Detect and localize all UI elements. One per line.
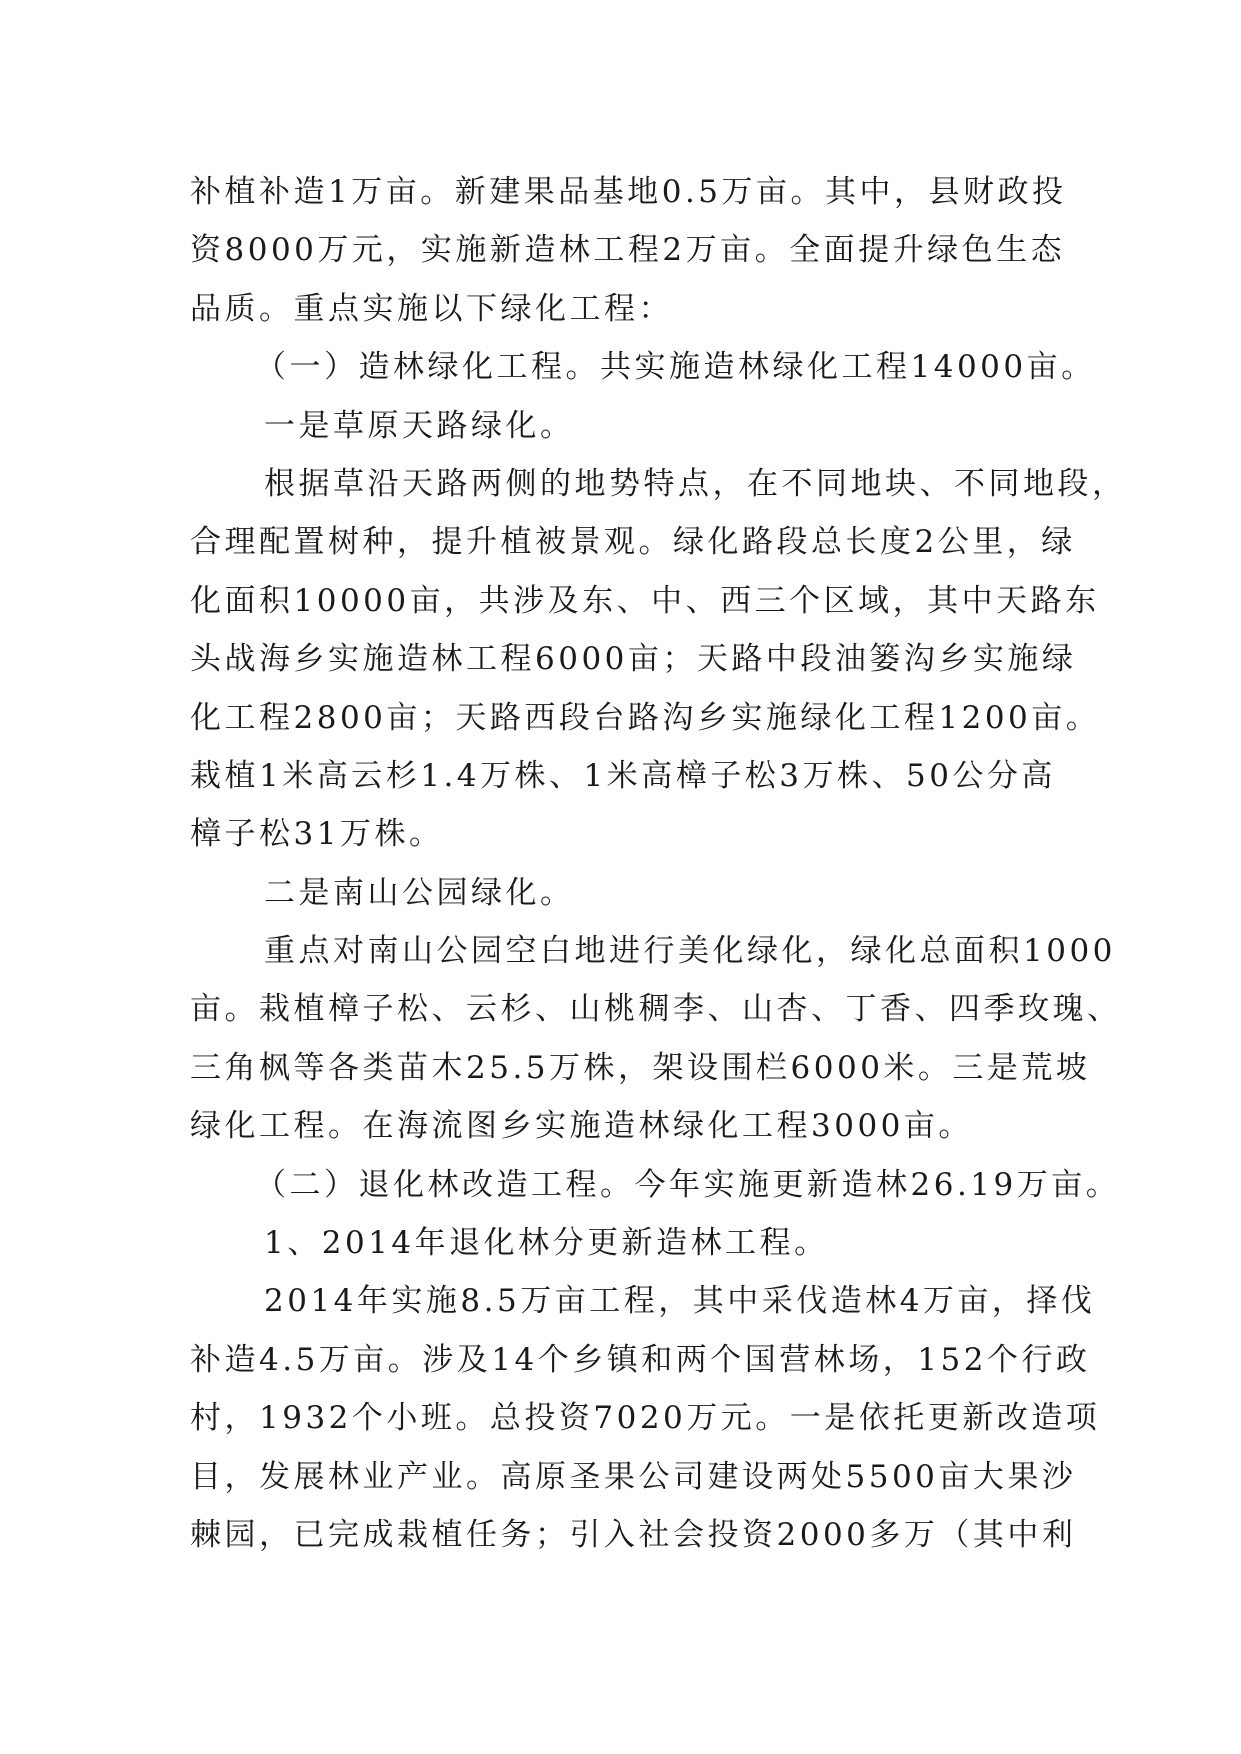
text-line: 资8000万元，实施新造林工程2万亩。全面提升绿色生态: [190, 232, 1066, 269]
text-line: 化面积10000亩，共涉及东、中、西三个区域，其中天路东: [190, 582, 1100, 619]
text-line: 补植补造1万亩。新建果品基地0.5万亩。其中，县财政投: [190, 174, 1067, 210]
text-line: 根据草沿天路两侧的地势特点，在不同地块、不同地段，: [264, 465, 1127, 502]
text-line: 合理配置树种，提升植被景观。绿化路段总长度2公里，绿: [190, 524, 1076, 561]
text-line: 绿化工程。在海流图乡实施造林绿化工程3000亩。: [190, 1108, 973, 1145]
text-line: 目，发展林业产业。高原圣果公司建设两处5500亩大果沙: [190, 1458, 1077, 1495]
text-line: 亩。栽植樟子松、云杉、山桃稠李、山杏、丁香、四季玫瑰、: [190, 991, 1122, 1028]
text-line: 2014年实施8.5万亩工程，其中采伐造林4万亩，择伐: [264, 1283, 1096, 1320]
text-line: 栽植1米高云杉1.4万株、1米高樟子松3万株、50公分高: [190, 757, 1056, 794]
text-line: 化工程2800亩；天路西段台路沟乡实施绿化工程1200亩。: [190, 699, 1101, 736]
text-line: 品质。重点实施以下绿化工程：: [190, 290, 673, 327]
text-line: 村，1932个小班。总投资7020万元。一是依托更新改造项: [190, 1400, 1101, 1437]
section-heading: （一）造林绿化工程。共实施造林绿化工程14000亩。: [255, 349, 1096, 386]
subsection-heading: 1、2014年退化林分更新造林工程。: [264, 1225, 829, 1262]
text-line: 三角枫等各类苗木25.5万株，架设围栏6000米。三是荒坡: [190, 1049, 1091, 1086]
body-text: [190, 163, 1127, 1564]
text-line: 补造4.5万亩。涉及14个乡镇和两个国营林场，152个行政: [190, 1341, 1091, 1378]
text-line: 棘园，已完成栽植任务；引入社会投资2000多万（其中利: [190, 1516, 1077, 1553]
section-heading: （二）退化林改造工程。今年实施更新造林26.19万亩。: [255, 1166, 1121, 1203]
subsection-heading: 二是南山公园绿化。: [264, 874, 575, 911]
subsection-heading: 一是草原天路绿化。: [264, 407, 575, 444]
text-line: 樟子松31万株。: [190, 816, 444, 853]
text-line: 头战海乡实施造林工程6000亩；天路中段油篓沟乡实施绿: [190, 641, 1077, 678]
text-line: 重点对南山公园空白地进行美化绿化，绿化总面积1000: [264, 933, 1116, 970]
